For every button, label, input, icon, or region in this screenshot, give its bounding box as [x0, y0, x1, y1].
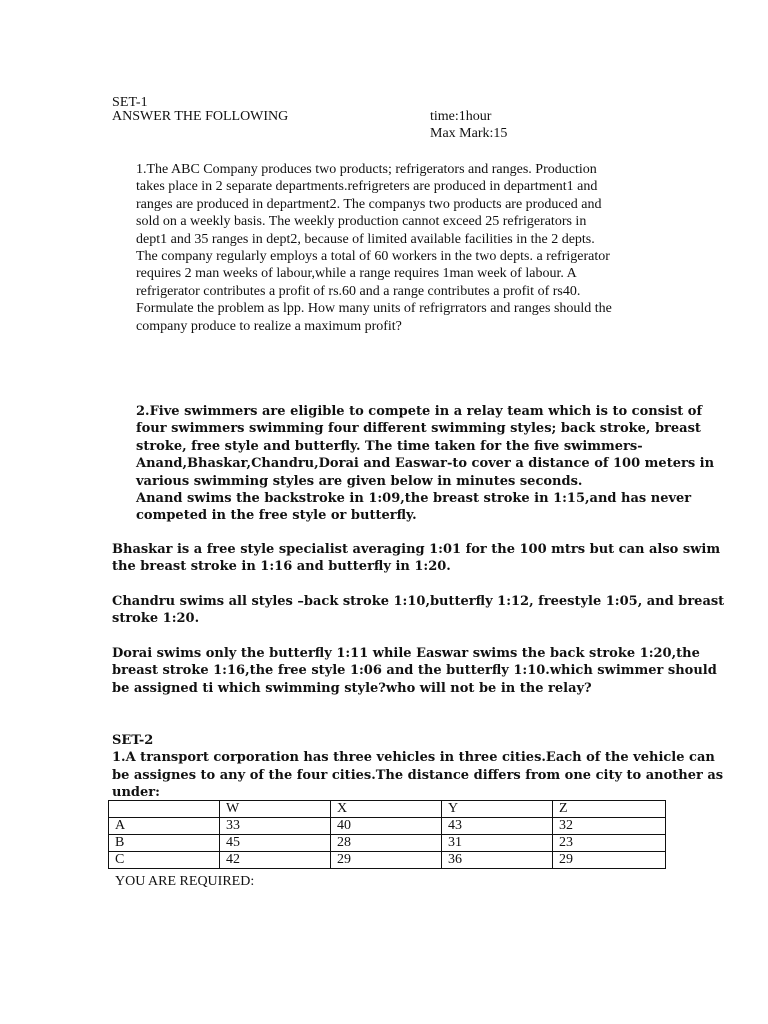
table-cell: 28	[331, 835, 442, 852]
dorai-paragraph	[112, 645, 717, 697]
question-1-line: company produce to realize a maximum profit?	[136, 318, 402, 334]
table-cell: 29	[553, 852, 666, 869]
set-2-line: 1.A transport corporation has three vehicles in three cities.Each of the vehicle can	[112, 750, 715, 766]
time-limit: time:1hour	[430, 109, 492, 124]
question-1-line: refrigerator contributes a profit of rs.60 and a range contributes a profit of rs40.	[136, 283, 581, 299]
table-cell: C	[109, 852, 220, 869]
paragraph-line: Dorai swims only the butterfly 1:11 while Easwar swims the back stroke 1:20,the	[112, 646, 700, 661]
question-1-line: dept1 and 35 ranges in dept2, because of limited available facilities in the 2 depts.	[136, 231, 595, 247]
set-2-line: under:	[112, 785, 160, 801]
question-2-line: Anand,Bhaskar,Chandru,Dorai and Easwar-to cover a distance of 100 meters in	[136, 456, 715, 472]
table-cell: 33	[220, 818, 331, 835]
question-2-line: competed in the free style or butterfly.	[136, 508, 417, 524]
table-cell: Y	[442, 801, 553, 818]
paragraph-line: Chandru swims all styles –back stroke 1:10,butterfly 1:12, freestyle 1:05, and breast	[112, 594, 725, 609]
table-cell: B	[109, 835, 220, 852]
question-2-line: Anand swims the backstroke in 1:09,the breast stroke in 1:15,and has never	[136, 491, 692, 507]
max-mark: Max Mark:15	[430, 126, 508, 141]
table-cell: X	[331, 801, 442, 818]
instruction-heading: ANSWER THE FOLLOWING	[112, 109, 289, 124]
table-cell: 29	[331, 852, 442, 869]
table-cell: 42	[220, 852, 331, 869]
table-row	[109, 818, 666, 835]
question-2-line: various swimming styles are given below in minutes seconds.	[136, 473, 583, 489]
paragraph-line: the breast stroke in 1:16 and butterfly in 1:20.	[112, 559, 451, 575]
question-1-line: sold on a weekly basis. The weekly production cannot exceed 25 refrigerators in	[136, 214, 587, 230]
table-cell: W	[220, 801, 331, 818]
set-2-heading: SET-2	[112, 733, 154, 748]
paragraph-line: Bhaskar is a free style specialist averaging 1:01 for the 100 mtrs but can also swim	[112, 542, 721, 557]
chandru-paragraph	[112, 593, 724, 628]
question-1-line: takes place in 2 separate departments.refrigreters are produced in department1 and	[136, 179, 598, 195]
table-cell: 23	[553, 835, 666, 852]
table-cell	[109, 801, 220, 818]
question-1-line: 1.The ABC Company produces two products; refrigerators and ranges. Production	[136, 162, 597, 177]
you-are-required-text: YOU ARE REQUIRED:	[115, 874, 255, 889]
table-cell: Z	[553, 801, 666, 818]
question-2-line: stroke, free style and butterfly. The time taken for the five swimmers-	[136, 438, 643, 454]
question-2-line: four swimmers swimming four different swimming styles; back stroke, breast	[136, 421, 701, 437]
table-cell: 32	[553, 818, 666, 835]
table-cell: 43	[442, 818, 553, 835]
set-2-section	[112, 732, 723, 802]
question-1	[136, 161, 656, 335]
paragraph-line: stroke 1:20.	[112, 611, 200, 627]
paragraph-line: breast stroke 1:16,the free style 1:06 and the butterfly 1:10.which swimmer should	[112, 663, 717, 679]
table-row	[109, 835, 666, 852]
distance-table	[108, 800, 666, 869]
question-2	[136, 403, 714, 525]
table-cell: A	[109, 818, 220, 835]
table-cell: 40	[331, 818, 442, 835]
table-cell: 45	[220, 835, 331, 852]
table-header-row	[109, 801, 666, 818]
question-1-line: requires 2 man weeks of labour,while a range requires 1man week of labour. A	[136, 266, 577, 282]
question-1-line: ranges are produced in department2. The companys two products are produced and	[136, 196, 602, 212]
table-row	[109, 852, 666, 869]
table-cell: 31	[442, 835, 553, 852]
set-2-line: be assignes to any of the four cities.The distance differs from one city to another as	[112, 767, 724, 783]
question-1-line: The company regularly employs a total of 60 workers in the two depts. a refrigerator	[136, 249, 610, 265]
paragraph-line: be assigned ti which swimming style?who will not be in the relay?	[112, 680, 592, 696]
question-2-line: 2.Five swimmers are eligible to compete in a relay team which is to consist of	[136, 404, 703, 419]
bhaskar-paragraph	[112, 541, 720, 576]
table-cell: 36	[442, 852, 553, 869]
set-1-heading: SET-1	[112, 95, 148, 110]
question-1-line: Formulate the problem as lpp. How many units of refrigrrators and ranges should the	[136, 301, 612, 317]
